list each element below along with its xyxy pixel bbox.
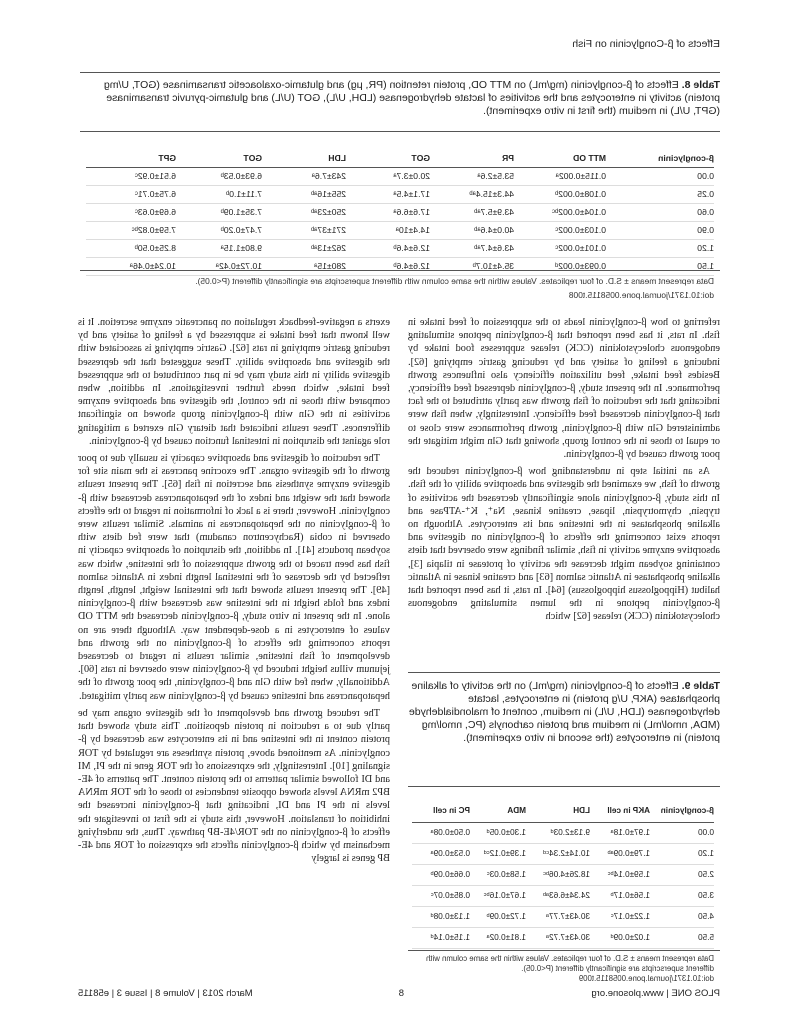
table-cell: 0.90 [606,221,714,239]
table-cell: 0.50±0.08ᵃ [412,822,470,843]
table-cell: 10.72±0.42ᵃ [176,257,262,275]
table-cell: 1.79±0.09ᵃᵇ [590,843,650,864]
table-cell: 250±23ᵃᵇ [262,203,346,221]
table9-note: Data represent means ± S.D. of four replicates. Values within the same column with different superscripts are significantly different (P<0.05). [426,954,714,973]
running-head: Effects of β-Conglycinin on Fish [572,38,720,50]
table-cell: 243±7.6ᵃ [262,167,346,185]
table-row [86,185,714,203]
table-cell: 7.35±1.09ᵇ [176,203,262,221]
table-cell: 2.50 [650,864,714,885]
table8-header-cell: LDH [328,152,346,163]
table-cell: 10.14±2.34ᶜᵈ [526,843,590,864]
paragraph: As an initial step in understanding how β-conglycinin reduced the growth of fish, we examined the digestive and absorptive ability of the fish. In this study, β-conglycinin alone significantly decreased the activities of trypsin, chymotrypsin, lipase, creatine kinase, Na⁺, K⁺-ATPase and alkaline phosphatase in the intestine and its enterocytes. Although no reports exist concerning the effects of β-conglycinin on digestive and absorptive enzyme activity in fish, similar findings were observed that diets containing soybean might decrease the activity of protease in tilapia [3], alkaline phosphatase in Atlantic salmon [63] and creatine kinase in Atlantic halibut (Hippoglossus hippoglossus) [64]. In rats, it has been reported that β-conglycinin peptone in the lumen stimulating endogenous cholecystokinin (CCK) release [62] which [408,466,720,623]
table-row [86,167,714,185]
table-cell: 0.00 [606,167,714,185]
footer-issue: March 2013 | Volume 8 | Issue 3 | e58115 [78,988,253,999]
paragraph: referring to how β-conglycinin leads to the suppression of feed intake in fish. In rats, it has been reported that β-conglycinin peptone stimulating endogenous cholecystokinin (CCK) release suppresses food intake by inducing a feeling of satiety and by reducing gastric emptying [62]. Besides feed intake, feed utilization efficiency also influences growth performance. In the present study, β-conglycinin depressed feed efficiency, indicating that the reduction of fish growth was partly attributed to the fact that β-conglycinin decreased feed efficiency. Interestingly, when fish were administered Gln with β-conglycinin, growth performances were close to or equal to those in the control group, showing that Gln might mitigate the poor growth caused by β-conglycinin. [408,317,720,461]
table-row [412,906,714,927]
table8-bottom-rule [80,270,720,271]
table9-header-cell: PC in cell [433,806,470,816]
footer-page-number: 8 [398,988,404,999]
table8-header-cell: GOT [243,152,262,163]
table-cell: 12.6±4.6ᵇ [346,239,430,257]
table-cell: 7.59±0.82ᵇᶜ [86,221,176,239]
table-cell: 1.20 [606,239,714,257]
table-cell: 0.85±0.07ᶜ [412,885,470,906]
table-cell: 1.67±0.16ᵇᶜ [470,885,526,906]
table8-header-cell: GOT [411,152,430,163]
table8-caption [80,79,720,118]
table8-top-rule [80,72,720,73]
table9-bottom-rule [408,950,720,951]
table8-header-row [86,149,714,167]
table-cell: 1.97±0.18ᵃ [590,822,650,843]
table-cell: 1.81±0.02ᵃ [470,927,526,948]
table-cell: 40.0±4.6ᵃᵇ [430,221,514,239]
table-cell: 44.3±15.4ᵃᵇ [430,185,514,203]
table-cell: 30.43±7.72ᵃ [526,927,590,948]
table8-caption-label: Table 8. [681,79,720,91]
table8-doi: doi:10.1371/journal.pone.0058115.t008 [568,290,714,300]
table-row [412,927,714,948]
table-cell: 53.5±2.6ᵃ [430,167,514,185]
table-cell: 7.11±1.0ᵇ [176,185,262,203]
table-row [86,221,714,239]
table-row [412,864,714,885]
table9-caption-label: Table 9. [681,680,720,692]
table-cell: 6.93±0.53ᵇ [176,167,262,185]
table-cell: 43.9±5.7ᵃᵇ [430,203,514,221]
table-cell: 0.093±0.002ᵈ [514,257,606,275]
table-cell: 1.15±0.14ᵈ [412,927,470,948]
table-cell: 0.108±0.002ᵇ [514,185,606,203]
table-row [86,203,714,221]
table-cell: 35.4±10.7ᵇ [430,257,514,275]
table-cell: 9.13±2.03ᵈ [526,822,590,843]
table-cell: 1.20 [650,843,714,864]
table-cell: 3.50 [650,885,714,906]
table-cell: 5.50 [650,927,714,948]
paragraph: The reduced growth and development of the digestive organs may be partly due to a reduction in protein deposition. This study showed that protein content in the intestine and in its enterocytes was decreased by β-conglycinin. As mentioned above, protein syntheses are regulated by TOR signaling [10]. Interestingly, the expressions of the TOR gene in the PI, MI and DI followed similar patterns to the protein content. The patterns of 4E-BP2 mRNA levels showed opposite tendencies to those of the TOR mRNA levels in the PI and DI, indicating that β-conglycinin increased the inhibition of translation. However, this study is the first to investigate the effects of β-conglycinin on the TOR/4E-BP pathway. Thus, the underlying mechanism by which β-conglycinin affects the expression of TOR and 4E-BP genes is largely [78,707,390,865]
table8-caption-text: Effects of β-conglycinin (mg/mL) on MTT OD, protein retention (PR, μg) and glutamic-oxaloacetic transaminase (GOT, U/mg protein) activity in enterocytes and the activities of lactate dehydrogenase (LDH, U/L), GOT (U/L) and glutamic-pyruvic transaminase (GPT, U/L) in medium (the first in vitro experiment). [103,79,720,117]
table9-header-cell: MDA [507,806,526,816]
table-cell: 0.25 [606,185,714,203]
table-cell: 30.43±7.77ᵃ [526,906,590,927]
table-cell: 1.56±0.17ᵇ [590,885,650,906]
table8-note: Data represent means ± S.D. of four replicates. Values within the same column with different superscripts are significantly different (P<0.05). [195,276,714,286]
table9-header-cell: AKP in cell [607,806,650,816]
table-cell: 0.66±0.09ᵇ [412,864,470,885]
table-cell: 1.58±0.03ᶜ [470,864,526,885]
table-cell: 0.60 [606,203,714,221]
table-cell: 14.4±10ᵃ [346,221,430,239]
table-cell: 8.25±0.50ᵇ [86,239,176,257]
table9-caption-rule [408,786,720,787]
table8 [86,149,714,276]
table8-header-cell: GPT [158,152,176,163]
table-cell: 43.6±4.7ᵃᵇ [430,239,514,257]
table9-caption-text: Effects of β-conglycinin (mg/mL) on the activity of alkaline phosphatase (AKP, U/g protein) in enterocytes, lactate dehydrogenase (LDH, U/L) in medium, content of malondialdehyde (MDA, nmol/mL) in medium and protein carbonyls (PC, nmol/mg protein) in enterocytes (the second in vitro experiment). [408,680,720,744]
table-cell: 0.00 [650,822,714,843]
table-cell: 1.22±0.17ᶜ [590,906,650,927]
table9-doi: doi:10.1371/journal.pone.0058115.t009 [578,974,714,983]
table-cell: 10.24±0.46ᵃ [86,257,176,275]
table9-header-row [412,800,714,822]
table-cell: 0.115±0.002ᵃ [514,167,606,185]
right-column-text [78,316,390,869]
table9-header-cell: β-conglycinin [660,805,714,815]
table-cell: 1.59±0.14ᵇᶜ [590,864,650,885]
table-cell: 262±13ᵃᵇ [262,239,346,257]
table-cell: 17.1±4.5ᵃ [346,185,430,203]
table9-caption [408,680,720,745]
table-cell: 24.34±6.63ᵃᵇ [526,885,590,906]
table8-header-cell: β-conglycinin [658,152,714,163]
table-cell: 6.69±0.63ᶜ [86,203,176,221]
table-cell: 0.103±0.002ᶜ [514,221,606,239]
table-cell: 1.39±0.12ᶜᵈ [470,843,526,864]
table-cell: 12.6±4.6ᵇ [346,257,430,275]
table9-header-cell: LDH [573,806,590,816]
table-row [412,885,714,906]
paragraph: exerts a negative-feedback regulation on pancreatic enzyme secretion. It is well known that feed intake is suppressed by a feeling of satiety and by reducing gastric emptying in rats [62]. Gastric emptying is associated with the digestive and absorptive ability. These suggested that the depressed digestive ability in this study may be in part contributed to the suppressed feed intake, which needs further investigations. In addition, when compared with those in the control, the digestive and absorptive enzyme activities in the Gln with β-conglycinin group showed no significant differences. These results indicated that dietary Gln exerted a mitigating role against the disruption in intestinal function caused by β-conglycinin. [78,317,390,447]
paragraph: The reduction of digestive and absorptive capacity is usually due to poor growth of the digestive organs. The exocrine pancreas is the main site for digestive enzyme synthesis and secretion in fish [65]. The present results showed that the weight and index of the hepatopancreas decreased with β-conglycinin. However, there is a lack of information in regard to the effects of β-conglycinin on the hepatopancreas in animals. Similar results were observed in cobia (Rachycentron canadum) that were fed diets with soybean products [41]. In addition, the disruption of absorptive capacity in fish has been traced to the growth suppression of the intestine, which was reflected by the decrease of the intestinal length index in Atlantic salmon [49]. The present results showed that the intestinal weight, length, length index and folds height in the intestine was decreased with β-conglycinin alone. In the present in vitro study, β-conglycinin decreased the MTT OD values of enterocytes in a dose-dependent way. Although there are no reports concerning the effects of β-conglycinin on the growth and development of fish intestine, similar results in regard to decreased jejunum villus height induced by β-conglycinin were observed in rats [60]. Additionally, when fed with Gln and β-conglycinin, the poor growth of the hepatopancreas and intestine caused by β-conglycinin was partly mitigated. [78,453,390,702]
table-cell: 18.26±4.06ᵇᶜ [526,864,590,885]
table-row [86,239,714,257]
table-cell: 9.80±1.15ᵃ [176,239,262,257]
table-row [86,257,714,275]
table9 [412,800,714,949]
table8-header-cell: PR [502,152,514,163]
table-cell: 0.101±0.002ᶜ [514,239,606,257]
table-cell: 1.13±0.08ᵈ [412,906,470,927]
table-cell: 255±16ᵃᵇ [262,185,346,203]
table-cell: 6.75±0.71ᶜ [86,185,176,203]
table-cell: 1.72±0.09ᵇ [470,906,526,927]
table-cell: 1.02±0.09ᵈ [590,927,650,948]
table-cell: 0.53±0.09ᵃ [412,843,470,864]
table-cell: 271±37ᵃᵇ [262,221,346,239]
table-cell: 1.30±0.05ᵈ [470,822,526,843]
table-cell: 280±15ᵃ [262,257,346,275]
table8-header-cell: MTT OD [573,152,606,163]
table-row [412,843,714,864]
table8-caption-rule [80,131,720,132]
table-cell: 7.47±0.20ᵇ [176,221,262,239]
footer-journal: PLOS ONE | www.plosone.org [591,988,720,999]
table9-top-rule [408,672,720,673]
table-cell: 1.50 [606,257,714,275]
table-cell: 6.51±0.92ᶜ [86,167,176,185]
table-cell: 17.6±6.6ᵃ [346,203,430,221]
table-row [412,822,714,843]
table-cell: 20.0±3.7ᵃ [346,167,430,185]
left-column-text [408,316,720,628]
table-cell: 4.50 [650,906,714,927]
table-cell: 0.104±0.002ᵇᶜ [514,203,606,221]
